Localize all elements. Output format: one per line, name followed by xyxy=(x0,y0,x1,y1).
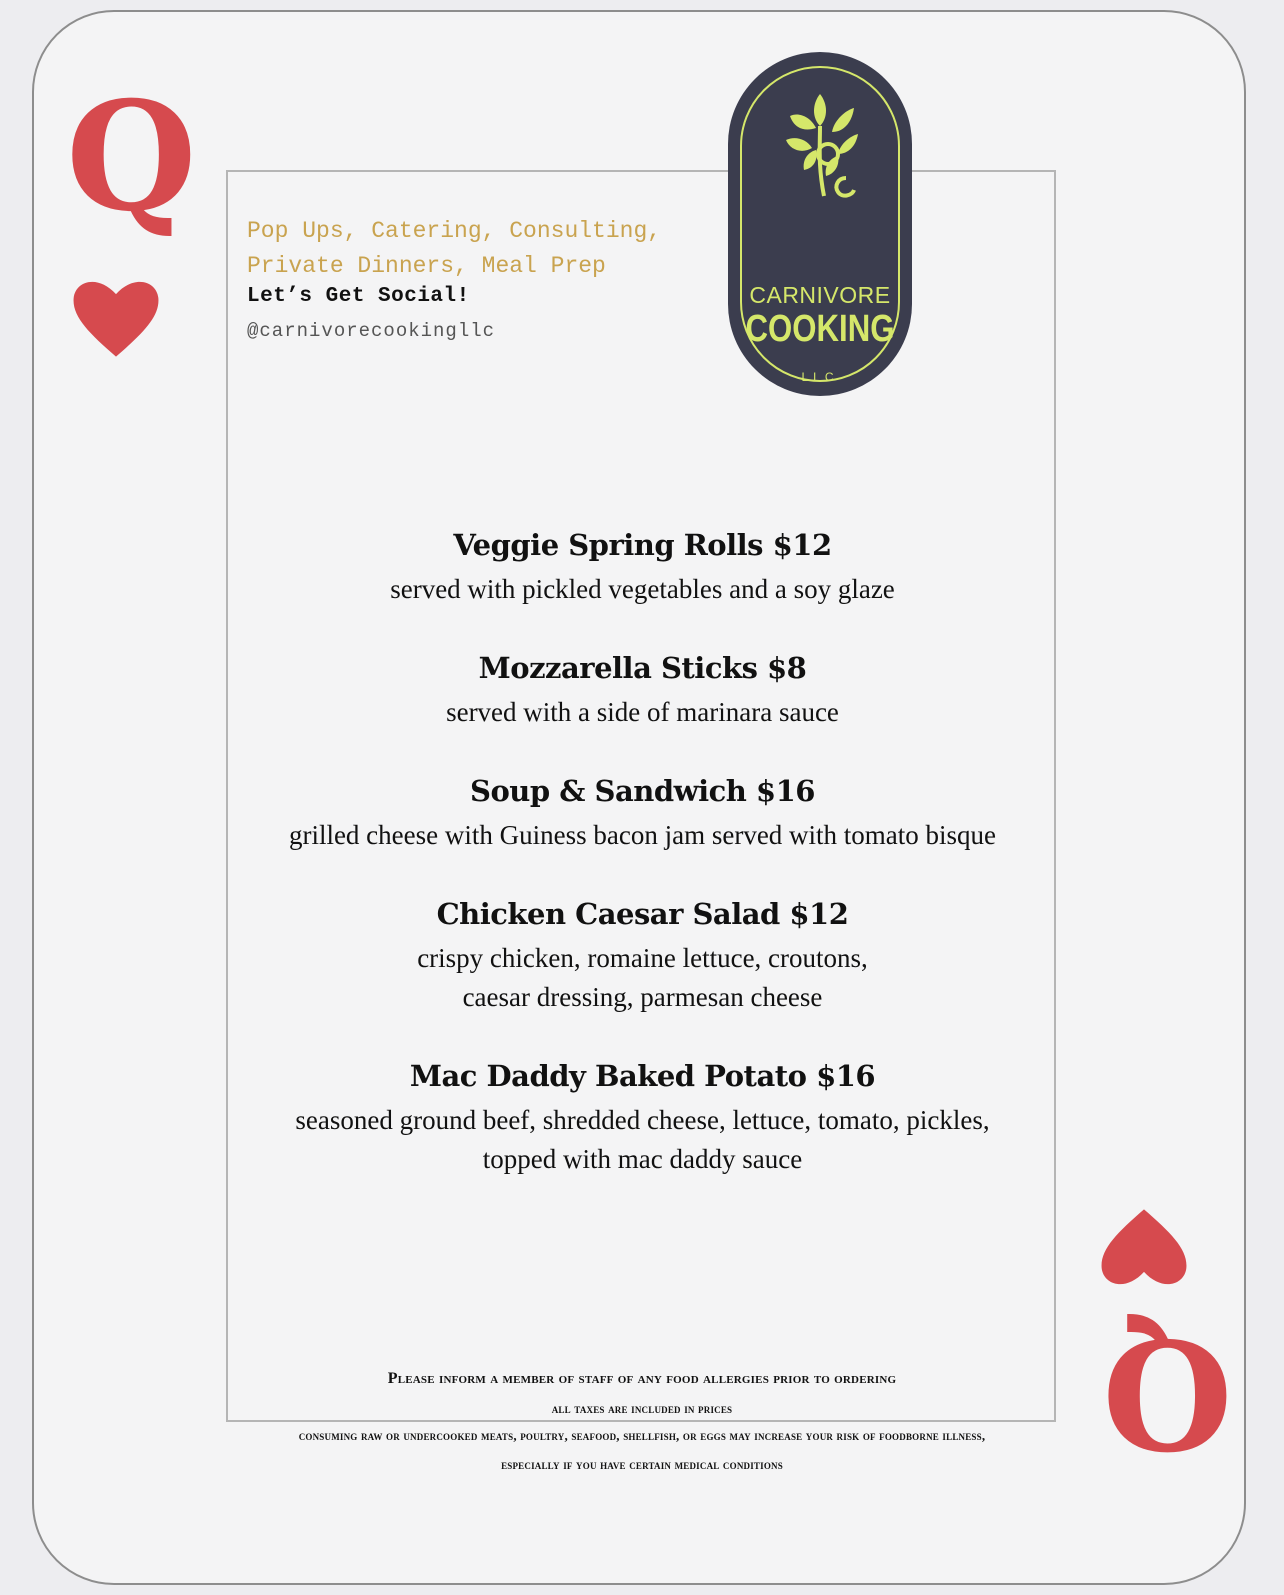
menu-item xyxy=(240,643,1045,732)
brand-logo xyxy=(728,52,912,396)
social-handle: @carnivorecookingllc xyxy=(247,320,496,342)
menu-item-title: Mozzarella Sticks $8 xyxy=(478,651,807,685)
menu-item xyxy=(240,520,1045,609)
card-rank-bottom: Q xyxy=(1102,1305,1233,1481)
menu-item-title: Veggie Spring Rolls $12 xyxy=(453,528,832,562)
services-line: Private Dinners, Meal Prep xyxy=(247,253,606,279)
menu-item-description xyxy=(240,570,1045,609)
menu-item-title: Soup & Sandwich $16 xyxy=(470,774,815,808)
logo-word-llc: LLC xyxy=(801,370,839,384)
card-rank-top: Q xyxy=(66,69,197,245)
menu-item-description-line: grilled cheese with Guiness bacon jam served with tomato bisque xyxy=(288,820,997,850)
menu-list xyxy=(240,520,1045,1213)
menu-item-description xyxy=(240,939,1045,1017)
services-line: Pop Ups, Catering, Consulting, xyxy=(247,218,662,244)
menu-item-title: Chicken Caesar Salad $12 xyxy=(436,897,849,931)
heart-icon xyxy=(70,272,162,364)
menu-item-description-line: served with pickled vegetables and a soy glaze xyxy=(390,574,895,604)
menu-item xyxy=(240,766,1045,855)
menu-item-description-line: caesar dressing, parmesan cheese xyxy=(462,982,823,1012)
social-heading: Let’s Get Social! xyxy=(247,285,470,308)
menu-item-description-line: seasoned ground beef, shredded cheese, lettuce, tomato, pickles, xyxy=(295,1105,990,1135)
services-list xyxy=(247,214,717,284)
menu-item-description xyxy=(240,693,1045,732)
menu-item-description-line: served with a side of marinara sauce xyxy=(446,697,839,727)
food-safety-warning-continued: especially if you have certain medical conditions xyxy=(501,1457,783,1472)
leaf-sprig-icon xyxy=(768,86,872,206)
menu-item xyxy=(240,889,1045,1017)
menu-item-description xyxy=(240,816,1045,855)
logo-word-carnivore: CARNIVORE xyxy=(749,282,891,308)
menu-item-title: Mac Daddy Baked Potato $16 xyxy=(409,1059,876,1093)
allergy-notice: Please inform a member of staff of any food allergies prior to ordering xyxy=(387,1370,897,1387)
menu-item-description xyxy=(240,1101,1045,1179)
tax-notice: all taxes are included in prices xyxy=(551,1401,733,1416)
menu-item xyxy=(240,1051,1045,1179)
logo-word-cooking: COOKING xyxy=(745,308,895,350)
food-safety-warning: consuming raw or undercooked meats, poultry, seafood, shellfish, or eggs may increase your risk of foodborne illness, xyxy=(298,1428,986,1443)
menu-item-description-line: crispy chicken, romaine lettuce, croutons, xyxy=(417,943,868,973)
heart-icon xyxy=(1098,1202,1190,1294)
menu-item-description-line: topped with mac daddy sauce xyxy=(482,1144,803,1174)
